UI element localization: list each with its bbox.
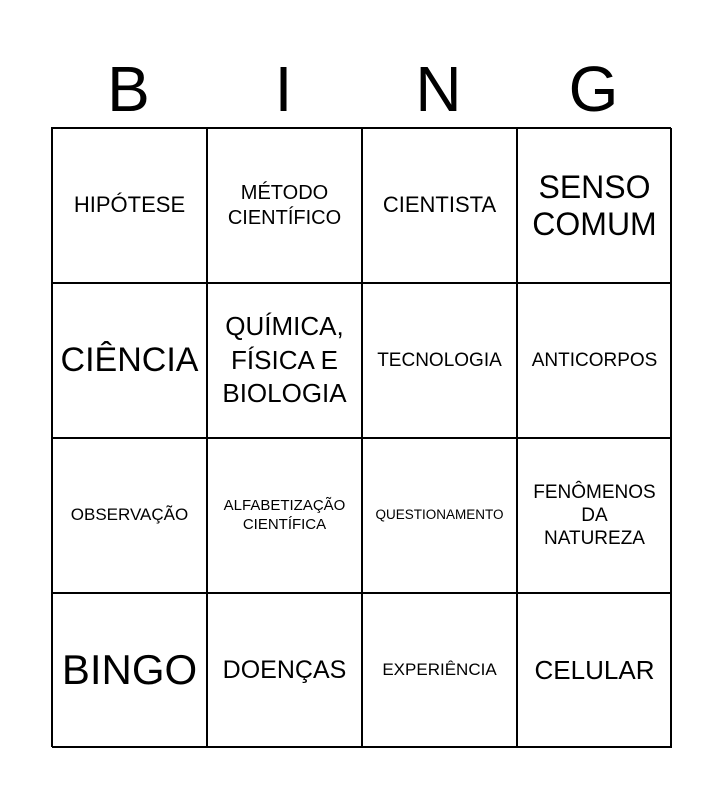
bingo-cell[interactable]: OBSERVAÇÃO: [52, 438, 207, 593]
bingo-cell[interactable]: ALFABETIZAÇÃO CIENTÍFICA: [207, 438, 362, 593]
bingo-cell[interactable]: SENSO COMUM: [517, 128, 672, 283]
bingo-card-grid: [51, 127, 671, 747]
bingo-cell[interactable]: ANTICORPOS: [517, 283, 672, 438]
bingo-cell[interactable]: CIENTISTA: [362, 128, 517, 283]
bingo-cell[interactable]: HIPÓTESE: [52, 128, 207, 283]
bingo-cell-free[interactable]: BINGO: [52, 593, 207, 748]
bingo-cell[interactable]: DOENÇAS: [207, 593, 362, 748]
header-letter-g: G: [568, 53, 619, 125]
bingo-cell[interactable]: QUESTIONAMENTO: [362, 438, 517, 593]
bingo-cell[interactable]: QUÍMICA, FÍSICA E BIOLOGIA: [207, 283, 362, 438]
header-letter-b: B: [107, 53, 150, 125]
bingo-header: [51, 50, 671, 128]
header-letter-i: I: [274, 53, 293, 125]
header-letter-n: N: [415, 53, 462, 125]
bingo-cell[interactable]: MÉTODO CIENTÍFICO: [207, 128, 362, 283]
bingo-cell[interactable]: CIÊNCIA: [52, 283, 207, 438]
bingo-cell[interactable]: EXPERIÊNCIA: [362, 593, 517, 748]
bingo-cell[interactable]: TECNOLOGIA: [362, 283, 517, 438]
bingo-cell[interactable]: FENÔMENOS DA NATUREZA: [517, 438, 672, 593]
bingo-cell[interactable]: CELULAR: [517, 593, 672, 748]
